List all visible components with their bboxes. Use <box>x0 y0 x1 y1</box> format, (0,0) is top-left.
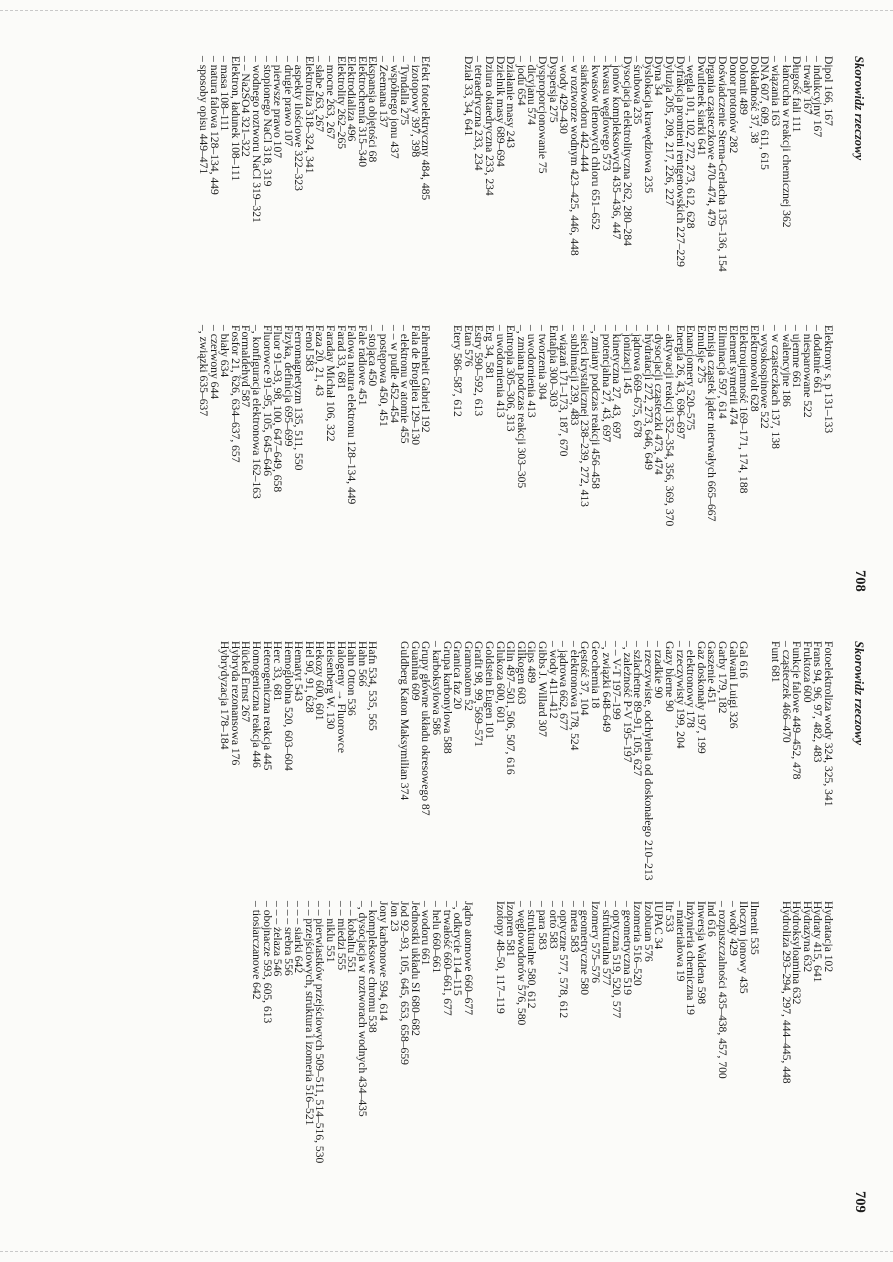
index-entry: IUPAC 34 <box>652 901 666 950</box>
index-entry: – siarkowodoru 442–444 <box>578 56 592 172</box>
index-entry: – tworzenia 304 <box>535 325 549 400</box>
index-entry: Hybryda rezonansowa 176 <box>228 641 242 766</box>
index-entry: Goldstein Eugen 101 <box>483 641 496 739</box>
index-entry: Hückel Ernst 267 <box>239 641 253 723</box>
index-entry: Guldberg Katon Maksymilian 374 <box>398 641 412 801</box>
index-entry: Heisenberg W. 130 <box>324 641 338 730</box>
index-entry: Elektrodializa 496 <box>345 56 359 142</box>
index-entry: –, zmiany podczas reakcji 456–458 <box>588 325 602 489</box>
index-spacer <box>759 641 770 891</box>
index-entry: – w roztworze wodnym 423–425, 446, 448 <box>567 56 581 256</box>
index-entry: – szlachetne 89–91, 105, 627 <box>631 641 645 777</box>
index-entry: Izobutan 576 <box>641 901 655 962</box>
index-entry: Erg 34, 581 <box>483 325 496 380</box>
right-page-header-title: Skorowidz rzeczowy <box>852 641 866 746</box>
index-entry: Jon 23 <box>387 901 401 932</box>
index-entry: – kwasu węglowego 573 <box>599 56 613 171</box>
index-entry: Elektrolity 262–265 <box>334 56 348 150</box>
index-entry: Hafn 534, 535, 565 <box>366 641 380 731</box>
index-spacer <box>748 641 759 891</box>
index-entry: Dipol 166, 167 <box>822 56 835 126</box>
index-entry: – niesparowane 522 <box>800 325 814 418</box>
index-entry: – rzeczywisty 199, 204 <box>673 641 687 749</box>
index-entry: Guanina 609 <box>408 641 422 701</box>
index-entry: Fale radiowe 451 <box>355 325 369 406</box>
index-entry: – wody 429–430 <box>557 56 571 134</box>
index-entry: Faraday Michał 106, 322 <box>324 325 338 442</box>
index-entry: – węgla 101, 102, 272, 273, 612, 628 <box>684 56 698 229</box>
index-entry: – rzeczywiste, odchylenia od doskonałego 210–213 <box>641 641 655 881</box>
index-entry: Geochemia 18 <box>588 641 602 709</box>
index-entry: –, związki 648–649 <box>599 641 613 733</box>
index-entry: Dyluzja 205, 209, 217, 226, 227 <box>663 56 677 206</box>
index-entry: – – pierwiastków przejściowych 509–511, 514–516, 530 <box>313 901 327 1164</box>
index-entry: Gal 616 <box>737 641 751 679</box>
index-entry: – trwałość 660–661, 677 <box>440 901 454 1016</box>
index-entry: Funkcje falowe 449–452, 478 <box>790 641 804 780</box>
index-spacer <box>430 56 441 311</box>
index-entry: – strukturalna 577 <box>599 901 613 986</box>
index-entry: Ekspansja objętości 68 <box>366 56 380 163</box>
index-entry: – uwodornienia 413 <box>525 325 539 418</box>
index-entry: – kwasów tlenowych chloru 651–652 <box>588 56 602 230</box>
index-entry: Entalpia 300–303 <box>546 325 560 408</box>
index-entry: Etery 586–587, 612 <box>451 325 465 417</box>
index-entry: – biały 634 <box>218 325 232 378</box>
index-entry: Fahrenheit Gabriel 192 <box>419 325 433 433</box>
index-entry: Hel 90, 91, 628 <box>302 641 316 713</box>
index-entry: – drugie prawo 107 <box>281 56 295 147</box>
index-entry: – postępowa 450, 451 <box>377 325 391 427</box>
index-entry: – para 583 <box>535 901 549 950</box>
index-entry: – mocne 263, 267 <box>324 56 338 140</box>
index-entry: – wody 429 <box>726 901 740 956</box>
index-entry: – słabe 263, 267 <box>313 56 327 132</box>
index-entry: Gaz doskonały 197, 199 <box>694 641 708 754</box>
index-entry: Jod 92–93, 105, 645, 653, 658–659 <box>398 901 412 1065</box>
index-entry: – pierwsze prawo 107 <box>271 56 285 159</box>
index-entry: – materiałowa 19 <box>673 901 687 982</box>
index-entry: Faza 20, 21, 43 <box>313 325 327 397</box>
index-entry: – rzadkie 90 <box>652 641 666 699</box>
index-entry: – hydratacji 272, 273, 646, 649 <box>641 325 655 470</box>
index-entry: Hydraty 415, 641 <box>811 901 825 983</box>
index-entry: – geometryczna 519 <box>620 901 634 996</box>
index-entry: Efekt fotoelektryczny 484, 485 <box>419 56 433 201</box>
index-spacer <box>483 901 494 1163</box>
index-spacer <box>377 641 388 891</box>
index-entry: – aktywacji reakcji 352–354, 356, 369, 370 <box>663 325 677 527</box>
index-entry: – śrubowa 235 <box>631 56 645 125</box>
index-entry: – sposoby opisu 449–471 <box>196 56 210 175</box>
index-entry: – Zeemana 137 <box>377 56 391 128</box>
index-entry: Izopren 581 <box>504 901 518 957</box>
index-entry: – – kobaltu 551 <box>345 901 359 974</box>
index-entry: Enancjomery 520–575 <box>684 325 698 431</box>
index-entry: Fotoelektroliza wody 324, 325, 341 <box>822 641 835 807</box>
index-entry: – łańcucha w reakcji chemicznej 362 <box>779 56 793 228</box>
index-spacer <box>430 325 441 590</box>
index-entry: Dziura oktaedryczna 233, 234 <box>483 56 496 196</box>
index-entry: Gazy bierne 90 <box>663 641 677 712</box>
index-entry: – – niklu 551 <box>324 901 338 963</box>
index-entry: Dyfrakcja promieni rentgenowskich 227–229 <box>673 56 687 267</box>
index-entry: – jonów kompleksowych 435–436, 447 <box>610 56 624 240</box>
index-entry: Hybrydyzacja 178–184 <box>218 641 232 750</box>
index-entry: – trwały 167 <box>800 56 814 115</box>
index-entry: – jonizacji 145 <box>620 325 634 394</box>
index-entry: – elektronowa 178, 524 <box>567 641 581 751</box>
index-entry: Gęstość 37, 104 <box>578 641 592 716</box>
index-entry: – helu 660–661 <box>430 901 444 974</box>
index-entry: – izotopowy 397, 398 <box>408 56 422 158</box>
index-entry: Dyna 34 <box>652 56 666 96</box>
index-entry: – cząsteczek 466–470 <box>779 641 793 743</box>
index-entry: – elektronu w atomie 455 <box>398 325 412 444</box>
index-entry: – – miedzi 555 <box>334 901 348 971</box>
index-entry: – tetraedryczna 233, 234 <box>472 56 486 171</box>
index-entry: Etan 576 <box>461 325 475 367</box>
index-entry: Hydrazyna 632 <box>800 901 814 973</box>
index-entry: Dolomit 489 <box>737 56 751 115</box>
index-entry: – – – żelaza 546 <box>271 901 285 977</box>
index-entry: Gips 489 <box>525 641 539 684</box>
index-entry: Hydratacja 102 <box>822 901 835 973</box>
index-spacer <box>452 56 463 311</box>
index-entry: Grafit 98, 99, 569–571 <box>472 641 486 747</box>
index-entry: Izomery 575–576 <box>588 901 602 984</box>
index-entry: –, odkrycie 114–115 <box>451 901 465 996</box>
index-entry: Hydroksyloamina 632 <box>790 901 804 1005</box>
index-entry: – wody 411–412 <box>546 641 560 719</box>
index-entry: Gramoatom 52 <box>461 641 475 711</box>
index-entry: Doświadczenie Sterna-Gerlacha 135–136, 154 <box>716 56 730 272</box>
index-entry: Glin 497–501, 506, 507, 616 <box>504 641 518 775</box>
index-entry: – wodoru 661 <box>419 901 433 966</box>
index-entry: Granica faz 20 <box>451 641 465 710</box>
index-entry: – natura falowa 128–134, 449 <box>207 56 221 195</box>
index-entry: – dicyjanu 574 <box>525 56 539 125</box>
index-entry: – meta 583 <box>567 901 581 953</box>
index-entry: – karboksylowa 586 <box>430 641 444 736</box>
index-entry: Działanie masy 243 <box>504 56 518 149</box>
index-entry: Elektron, ładunek 108–111 <box>228 56 242 182</box>
index-entry: Długość fali 111 <box>790 56 804 133</box>
index-entry: Fala de Brogliea 129–130 <box>408 325 422 446</box>
index-entry: – potencjalna 27, 43, 697 <box>599 325 613 443</box>
index-entry: – masa 108–111 <box>218 56 232 132</box>
left-page-header-title: Skorowidz rzeczowy <box>852 56 866 161</box>
index-spacer <box>441 325 452 590</box>
index-entry: Dyslokacja krawędziowa 235 <box>641 56 655 194</box>
index-entry: Halogeny → Fluorowce <box>334 641 348 754</box>
left-page-number: 708 <box>852 570 868 592</box>
index-entry: – wysokospinowe 522 <box>758 325 772 429</box>
index-entry: – elektronowy 178 <box>684 641 698 728</box>
index-entry: – Tyndalla 275 <box>398 56 412 126</box>
index-entry: Elektroliza 318–324, 341 <box>302 56 316 174</box>
index-entry: Dokładność 37, 38 <box>747 56 761 144</box>
index-entry: – – – srebra 556 <box>281 901 295 976</box>
index-entry: – czerwony 644 <box>207 325 221 400</box>
index-entry: – sublimacji 239, 483 <box>567 325 581 426</box>
index-entry: Fosfor 21, 626, 634–637, 657 <box>228 325 242 463</box>
index-entry: – wodnego roztworu NaCl 319–321 <box>249 56 263 223</box>
index-entry: Elektrochemia 315–340 <box>355 56 369 168</box>
index-entry: – jodu 654 <box>514 56 528 106</box>
index-entry: – uwodornienia 413 <box>493 325 507 418</box>
index-entry: Dyspersja 275 <box>546 56 560 123</box>
right-page-number: 709 <box>852 1191 868 1213</box>
index-entry: – geometryczne 580 <box>578 901 592 996</box>
index-entry: Inwersja Waldena 598 <box>694 901 708 1005</box>
index-entry: Ilmenit 535 <box>747 901 761 955</box>
index-entry: – obojnacze 593, 605, 613 <box>260 901 274 1024</box>
index-entry: Hahn 566 <box>355 641 369 687</box>
index-entry: Element symetrii 474 <box>726 325 740 425</box>
index-entry: Drgania cząsteczkowe 470–474, 479 <box>705 56 719 227</box>
index-entry: Jony karbonowe 594, 614 <box>377 901 391 1021</box>
index-entry: Hematyt 543 <box>292 641 306 702</box>
index-entry: – tiosiarczanowe 642 <box>249 901 263 1000</box>
index-entry: Jądro atomowe 660–677 <box>461 901 475 1015</box>
index-entry: Inżynieria chemiczna 19 <box>684 901 698 1015</box>
index-entry: Hahn Otton 536 <box>345 641 359 716</box>
index-entry: Gibbs J. Willard 307 <box>535 641 549 737</box>
index-entry: –, dysocjacja w roztworach wodnych 434–435 <box>355 901 369 1117</box>
index-entry: Formaldehyd 587 <box>239 325 253 408</box>
index-entry: – dodatnie 661 <box>811 325 825 394</box>
index-entry: Dzielnik masy 689–694 <box>493 56 507 167</box>
index-entry: Gaszenie 451 <box>705 641 719 704</box>
index-entry: Falowa natura elektronu 128–134, 449 <box>345 325 359 505</box>
left-page-index-column-2 <box>197 325 833 590</box>
index-entry: Farad 33, 681 <box>334 325 348 390</box>
index-entry: – jądrowa 669–675, 678 <box>631 325 645 438</box>
left-page-index-column-1 <box>197 56 833 311</box>
index-entry: Elektrony s, p 131–133 <box>822 325 835 434</box>
index-entry: Herc 33, 681 <box>271 641 285 702</box>
index-entry: Frans 94, 96, 97, 482, 483 <box>811 641 825 763</box>
index-entry: Funt 681 <box>769 641 783 683</box>
index-entry: Hemoglobina 520, 603–604 <box>281 641 295 771</box>
index-entry: Fenol 583 <box>302 325 316 372</box>
index-entry: – indukcyjny 167 <box>811 56 825 138</box>
index-entry: Dział 33, 34, 641 <box>461 56 475 137</box>
right-page-index-column-2 <box>250 901 833 1163</box>
index-entry: –, zależność P-V 195–197 <box>620 641 634 763</box>
index-entry: – stojąca 450 <box>366 325 380 387</box>
index-entry: – w cząsteczkach 137, 138 <box>769 325 783 449</box>
index-entry: Elektroujemność 169–171, 174, 188 <box>737 325 751 494</box>
index-entry: – – przejściowych, struktura i izomeria 516–521 <box>302 901 316 1126</box>
index-entry: Energia 26, 43, 696–697 <box>673 325 687 440</box>
index-entry: Ind 616 <box>705 901 719 937</box>
index-entry: – stopionego NaCl 318, 319 <box>260 56 274 187</box>
index-entry: Hydroliza 293–294, 297, 444–445, 448 <box>779 901 793 1084</box>
index-entry: – optyczna 519, 520, 577 <box>610 901 624 1019</box>
index-entry: – walencyjne 186 <box>779 325 793 407</box>
index-entry: – – Na2SO4 321–322 <box>239 56 253 157</box>
index-entry: – aspekty ilościowe 322–323 <box>292 56 306 191</box>
index-entry: Homogeniczna reakcja 446 <box>249 641 263 768</box>
index-entry: – jądrowa 662, 677 <box>557 641 571 731</box>
index-entry: – – – siarki 642 <box>292 901 306 974</box>
index-entry: – optyczne 577, 578, 612 <box>557 901 571 1019</box>
index-entry: – strukturalne 580, 612 <box>525 901 539 1009</box>
index-entry: –, konfiguracja elektronowa 162–163 <box>249 325 263 499</box>
index-entry: – współnego jonu 437 <box>387 56 401 159</box>
index-entry: Galwani Luigi 326 <box>726 641 740 729</box>
right-page <box>0 631 893 1262</box>
index-entry: Emulsje 275 <box>694 325 708 384</box>
right-page-index-column-1 <box>219 641 833 891</box>
index-entry: Itr 533 <box>663 901 677 933</box>
index-entry: Izotopy 48–50, 117–119 <box>493 901 507 1014</box>
index-entry: Estry 590–592, 613 <box>472 325 486 417</box>
index-entry: Dysocjacja elektrolityczna 262, 280–284 <box>620 56 634 246</box>
index-entry: Grupy główne układu okresowego 87 <box>419 641 433 816</box>
index-entry: – węglowodorów 576, 580 <box>514 901 528 1026</box>
index-entry: –, związki 635–637 <box>196 325 210 417</box>
index-entry: Eliminacja 597, 614 <box>716 325 730 419</box>
index-entry: DNA 607, 609, 611, 615 <box>758 56 772 170</box>
index-entry: Jednostki układu SI 680–682 <box>408 901 422 1036</box>
index-entry: Elektronowolt 628 <box>747 325 761 412</box>
index-entry: Garby 179, 182 <box>716 641 730 714</box>
index-entry: Grupa karbonylowa 588 <box>440 641 454 754</box>
index-entry: Donor protonów 282 <box>726 56 740 154</box>
index-entry: –, zmiana podczas reakcji 303–305 <box>514 325 528 489</box>
index-entry: Fluorowce 91–95, 105, 645–646 <box>260 325 274 477</box>
index-entry: – ujemne 661 <box>790 325 804 389</box>
index-entry: – wiązań 171–173, 187, 670 <box>557 325 571 457</box>
index-entry: Iloczyn jonowy 435 <box>737 901 751 994</box>
index-entry: – orto 583 <box>546 901 560 949</box>
index-entry: – rozpuszczalności 435–438, 457, 700 <box>716 901 730 1079</box>
index-spacer <box>769 901 780 1163</box>
index-entry: Izomeria 516–520 <box>631 901 645 986</box>
index-entry: Dwutlenek siarki 641 <box>694 56 708 156</box>
index-entry: – kompleksowe chromu 538 <box>366 901 380 1033</box>
index-spacer <box>441 56 452 311</box>
index-entry: Fluor 91–93, 98, 100, 647–649, 658 <box>271 325 285 493</box>
index-spacer <box>388 641 399 891</box>
index-entry: – wiązania 163 <box>769 56 783 127</box>
index-entry: Glukoza 600, 601 <box>493 641 507 724</box>
index-entry: Ferromagnetyzm 135, 511, 550 <box>292 325 306 471</box>
index-entry: Fizyka, definicja 695–699 <box>281 325 295 447</box>
index-entry: Emisja cząstek jąder nietrwałych 665–667 <box>705 325 719 522</box>
index-entry: Entropia 305–306, 313 <box>504 325 518 432</box>
index-entry: – kinetyczna 27, 43, 697 <box>610 325 624 439</box>
index-entry: – sieci krystalicznej 238–239, 272, 413 <box>578 325 592 507</box>
index-entry: Heterogeniczna reakcja 445 <box>260 641 274 771</box>
index-entry: Fruktoza 600 <box>800 641 814 703</box>
index-entry: – – V-T 197–199 <box>610 641 624 720</box>
index-entry: Hekozy 600, 601 <box>313 641 327 721</box>
index-entry: Glikogen 603 <box>514 641 528 705</box>
index-entry: – dysocjacji cząsteczki 473, 474 <box>652 325 666 475</box>
index-entry: Dysproporcjonowanie 75 <box>535 56 549 174</box>
index-entry: – – w pudle 452–454 <box>387 325 401 423</box>
